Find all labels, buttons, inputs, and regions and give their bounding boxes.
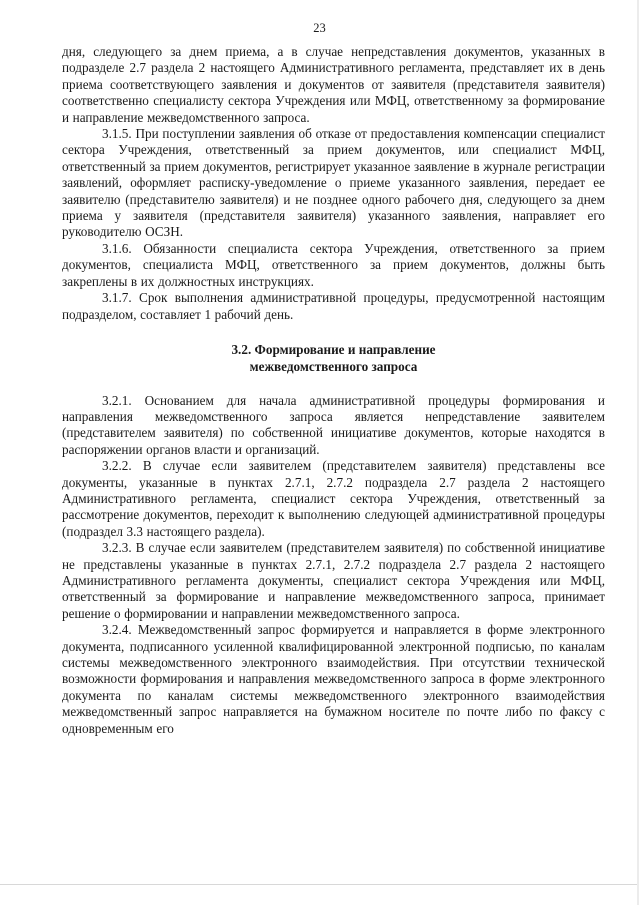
paragraphs-after-heading bbox=[62, 393, 605, 738]
paragraph-p-3-1-7: 3.1.7. Срок выполнения административной процедуры, предусмотренной настоящим подразделом, составляет 1 рабочий день. bbox=[62, 290, 605, 322]
scan-bottom-edge bbox=[0, 884, 639, 885]
section-heading bbox=[62, 342, 605, 376]
paragraph-p-3-1-6: 3.1.6. Обязанности специалиста сектора Учреждения, ответственного за прием документов, специалиста МФЦ, ответственного за прием документов, должны быть закреплены в их должностных инструкциях. bbox=[62, 240, 605, 289]
paragraph-p-3-2-1: 3.2.1. Основанием для начала административной процедуры формирования и направления межведомственного запроса является непредставление заявителем (представителем заявителя) по собственной инициативе документов, которые находятся в распоряжении органов власти и организаций. bbox=[62, 392, 605, 457]
section-heading-line-2: межведомственного запроса bbox=[249, 358, 418, 374]
paragraph-p-3-2-2: 3.2.2. В случае если заявителем (представителем заявителя) представлены все документы, указанные в пунктах 2.7.1, 2.7.2 подраздела 2.7 раздела 2 настоящего Административного регламента, специалист сектора Учреждения, ответственный за рассмотрение документов, переходит к выполнению следующей административной процедуры (подраздел 3.3 настоящего раздела). bbox=[62, 458, 605, 539]
page-number: 23 bbox=[313, 21, 326, 35]
document-body bbox=[62, 44, 605, 737]
section-heading-line-1: 3.2. Формирование и направление bbox=[231, 341, 436, 357]
paragraph-p-3-2-3: 3.2.3. В случае если заявителем (представителем заявителя) по собственной инициативе не представлены указанные в пунктах 2.7.1, 2.7.2 подраздела 2.7 раздела 2 настоящего Административного регламента документы, специалист сектора Учреждения или МФЦ, ответственный за формирование и направление межведомственного запроса, принимает решение о формировании и направлении межведомственного запроса. bbox=[62, 540, 605, 621]
paragraphs-before-heading bbox=[62, 44, 605, 323]
paragraph-p-3-2-4: 3.2.4. Межведомственный запрос формируется и направляется в форме электронного документа, подписанного усиленной квалифицированной электронной подписью, по каналам системы межведомственного электронного взаимодействия. При отсутствии технической возможности формирования и направления межведомственного запроса в форме электронного документа по каналам системы межведомственного электронного взаимодействия межведомственный запрос направляется на бумажном носителе по почте либо по факсу с одновременным его bbox=[62, 622, 605, 736]
paragraph-p-3-1-5: 3.1.5. При поступлении заявления об отказе от предоставления компенсации специалист сектора Учреждения, ответственный за прием документов, или специалист МФЦ, ответственный за прием документов, регистрирует указанное заявление в журнале регистрации заявлений, оформляет расписку-уведомление о приеме указанного заявления, передает ее заявителю (представителю заявителя) и не позднее одного рабочего дня, следующего за днем приема у заявителя (представителя заявителя) указанного заявления, направляет его руководителю ОСЗН. bbox=[62, 126, 605, 240]
paragraph-continuation: дня, следующего за днем приема, а в случае непредставления документов, указанных в подразделе 2.7 раздела 2 настоящего Административного регламента, представляет их в день приема соответствующего заявления и документов от заявителя (представителя заявителя) соответственно специалисту сектора Учреждения или МФЦ, ответственному за формирование и направление межведомственного запроса. bbox=[62, 44, 605, 125]
